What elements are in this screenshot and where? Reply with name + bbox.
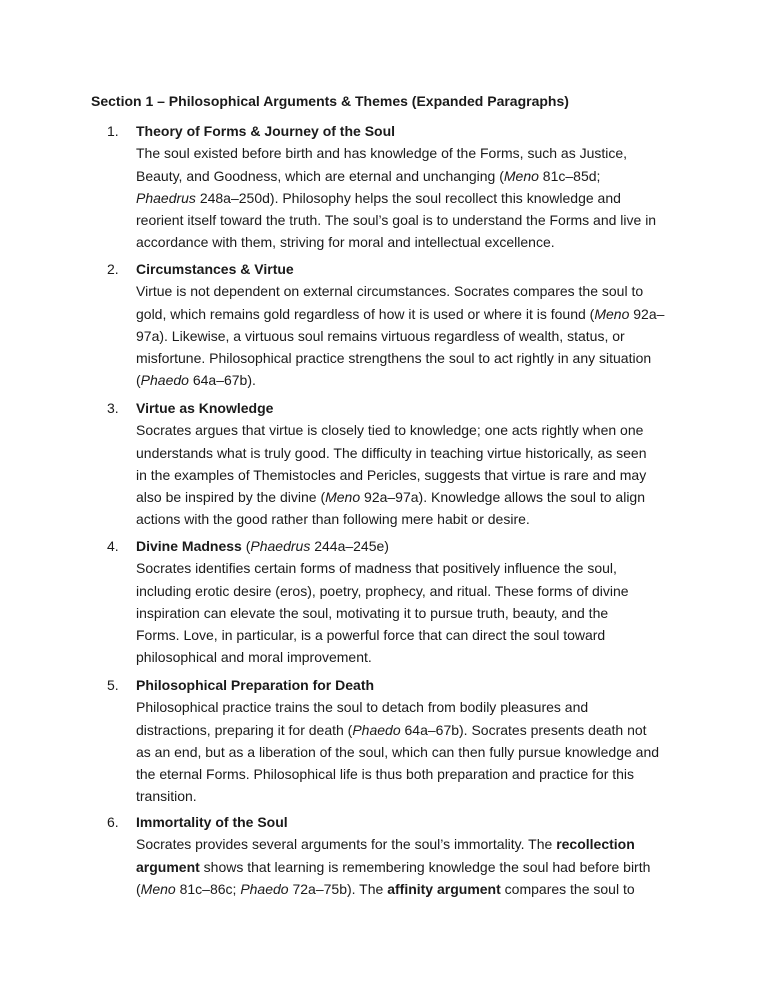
paragraph-line xyxy=(136,719,692,741)
text-run: 72a–75b). The xyxy=(288,880,388,897)
paragraph-line xyxy=(136,833,692,855)
text-run: 64a–67b). Socrates presents death not xyxy=(400,721,647,738)
text-run: misfortune. Philosophical practice strengthens the soul to act rightly in any situation xyxy=(136,350,652,367)
text-run: understands what is truly good. The difficulty in teaching virtue historically, as seen xyxy=(136,444,647,461)
paragraph-line xyxy=(136,187,692,209)
emphasis-term: affinity argument xyxy=(387,880,501,897)
paragraph-line xyxy=(136,419,692,441)
item-paragraph xyxy=(136,419,692,530)
item-title: Circumstances & Virtue xyxy=(136,261,294,277)
paragraph-line xyxy=(136,347,692,369)
citation-title: Meno xyxy=(594,305,630,322)
text-run: accordance with them, striving for moral and intellectual excellence. xyxy=(136,234,555,251)
text-run: ( xyxy=(136,880,141,897)
item-title: Theory of Forms & Journey of the Soul xyxy=(136,123,396,139)
paragraph-line xyxy=(136,602,692,624)
text-run: gold, which remains gold regardless of how it is used or where it is found ( xyxy=(136,305,595,322)
item-number: 4. xyxy=(107,538,119,554)
text-run: 81c–85d; xyxy=(538,167,601,184)
text-run: Socrates argues that virtue is closely tied to knowledge; one acts rightly when one xyxy=(136,422,644,439)
paragraph-line xyxy=(136,508,692,530)
item-paragraph xyxy=(136,280,692,391)
paragraph-line xyxy=(136,557,692,579)
text-run: philosophical and moral improvement. xyxy=(136,649,372,666)
paragraph-line xyxy=(136,856,692,878)
text-run: also be inspired by the divine ( xyxy=(136,489,326,506)
citation-title: Meno xyxy=(140,880,176,897)
paragraph-line xyxy=(136,369,692,391)
text-run: 81c–86c; xyxy=(175,880,241,897)
text-run: ( xyxy=(136,372,141,389)
item-number: 6. xyxy=(107,814,119,830)
paragraph-line xyxy=(136,696,692,718)
text-run: distractions, preparing it for death ( xyxy=(136,721,353,738)
citation-title: Meno xyxy=(325,489,361,506)
paragraph-line xyxy=(136,624,692,646)
paragraph-line xyxy=(136,142,692,164)
paragraph-line xyxy=(136,878,692,900)
paragraph-line xyxy=(136,741,692,763)
item-title: Immortality of the Soul xyxy=(136,814,288,830)
item-paragraph xyxy=(136,696,692,807)
text-run: 97a). Likewise, a virtuous soul remains virtuous regardless of wealth, status, or xyxy=(136,327,625,344)
text-run: including erotic desire (eros), poetry, prophecy, and ritual. These forms of divine xyxy=(136,582,629,599)
citation-title: Meno xyxy=(503,167,539,184)
paragraph-line xyxy=(136,165,692,187)
text-run: actions with the good rather than following mere habit or desire. xyxy=(136,511,530,528)
citation-title: Phaedo xyxy=(240,880,289,897)
text-run: inspiration can elevate the soul, motivating it to pursue truth, beauty, and the xyxy=(136,604,609,621)
item-title: Virtue as Knowledge xyxy=(136,400,274,416)
text-run: Virtue is not dependent on external circumstances. Socrates compares the soul to xyxy=(136,283,644,300)
paragraph-line xyxy=(136,580,692,602)
text-run: 92a–97a). Knowledge allows the soul to align xyxy=(360,489,646,506)
paragraph-line xyxy=(136,325,692,347)
citation-title: Phaedo xyxy=(140,372,189,389)
item-paragraph xyxy=(136,142,692,253)
text-run: compares the soul to xyxy=(500,880,635,897)
paragraph-line xyxy=(136,303,692,325)
paragraph-line xyxy=(136,280,692,302)
emphasis-term: argument xyxy=(136,858,200,875)
paragraph-line xyxy=(136,464,692,486)
text-run: the eternal Forms. Philosophical life is thus both preparation and practice for this xyxy=(136,766,635,783)
text-run: 64a–67b). xyxy=(188,372,256,389)
paragraph-line xyxy=(136,442,692,464)
item-title: Philosophical Preparation for Death xyxy=(136,677,375,693)
item-number: 3. xyxy=(107,400,119,416)
text-run: Socrates provides several arguments for the soul’s immortality. The xyxy=(136,836,557,853)
section-heading: Section 1 – Philosophical Arguments & Themes (Expanded Paragraphs) xyxy=(91,93,569,109)
text-run: 92a– xyxy=(629,305,665,322)
text-run: Beauty, and Goodness, which are eternal and unchanging ( xyxy=(136,167,504,184)
citation-title: Phaedrus xyxy=(136,189,196,206)
emphasis-term: recollection xyxy=(556,836,635,853)
item-paragraph xyxy=(136,557,692,668)
item-number: 2. xyxy=(107,261,119,277)
paragraph-line xyxy=(136,646,692,668)
text-run: as an end, but as a liberation of the soul, which can then fully pursue knowledge and xyxy=(136,743,660,760)
text-run: shows that learning is remembering knowledge the soul had before birth xyxy=(199,858,651,875)
citation-title: Phaedo xyxy=(352,721,401,738)
text-run: reorient itself toward the truth. The soul’s goal is to understand the Forms and live in xyxy=(136,212,657,229)
item-number: 1. xyxy=(107,123,119,139)
text-run: Philosophical practice trains the soul to detach from bodily pleasures and xyxy=(136,699,589,716)
item-paragraph xyxy=(136,833,692,900)
item-title: Divine Madness (Phaedrus 244a–245e) xyxy=(136,538,389,554)
text-run: transition. xyxy=(136,788,197,805)
paragraph-line xyxy=(136,785,692,807)
paragraph-line xyxy=(136,209,692,231)
paragraph-line xyxy=(136,763,692,785)
text-run: 248a–250d). Philosophy helps the soul recollect this knowledge and xyxy=(195,189,621,206)
text-run: Socrates identifies certain forms of madness that positively influence the soul, xyxy=(136,560,617,577)
text-run: Forms. Love, in particular, is a powerful force that can direct the soul toward xyxy=(136,627,606,644)
paragraph-line xyxy=(136,486,692,508)
text-run: in the examples of Themistocles and Pericles, suggests that virtue is rare and may xyxy=(136,466,647,483)
item-number: 5. xyxy=(107,677,119,693)
text-run: The soul existed before birth and has knowledge of the Forms, such as Justice, xyxy=(136,145,628,162)
paragraph-line xyxy=(136,231,692,253)
